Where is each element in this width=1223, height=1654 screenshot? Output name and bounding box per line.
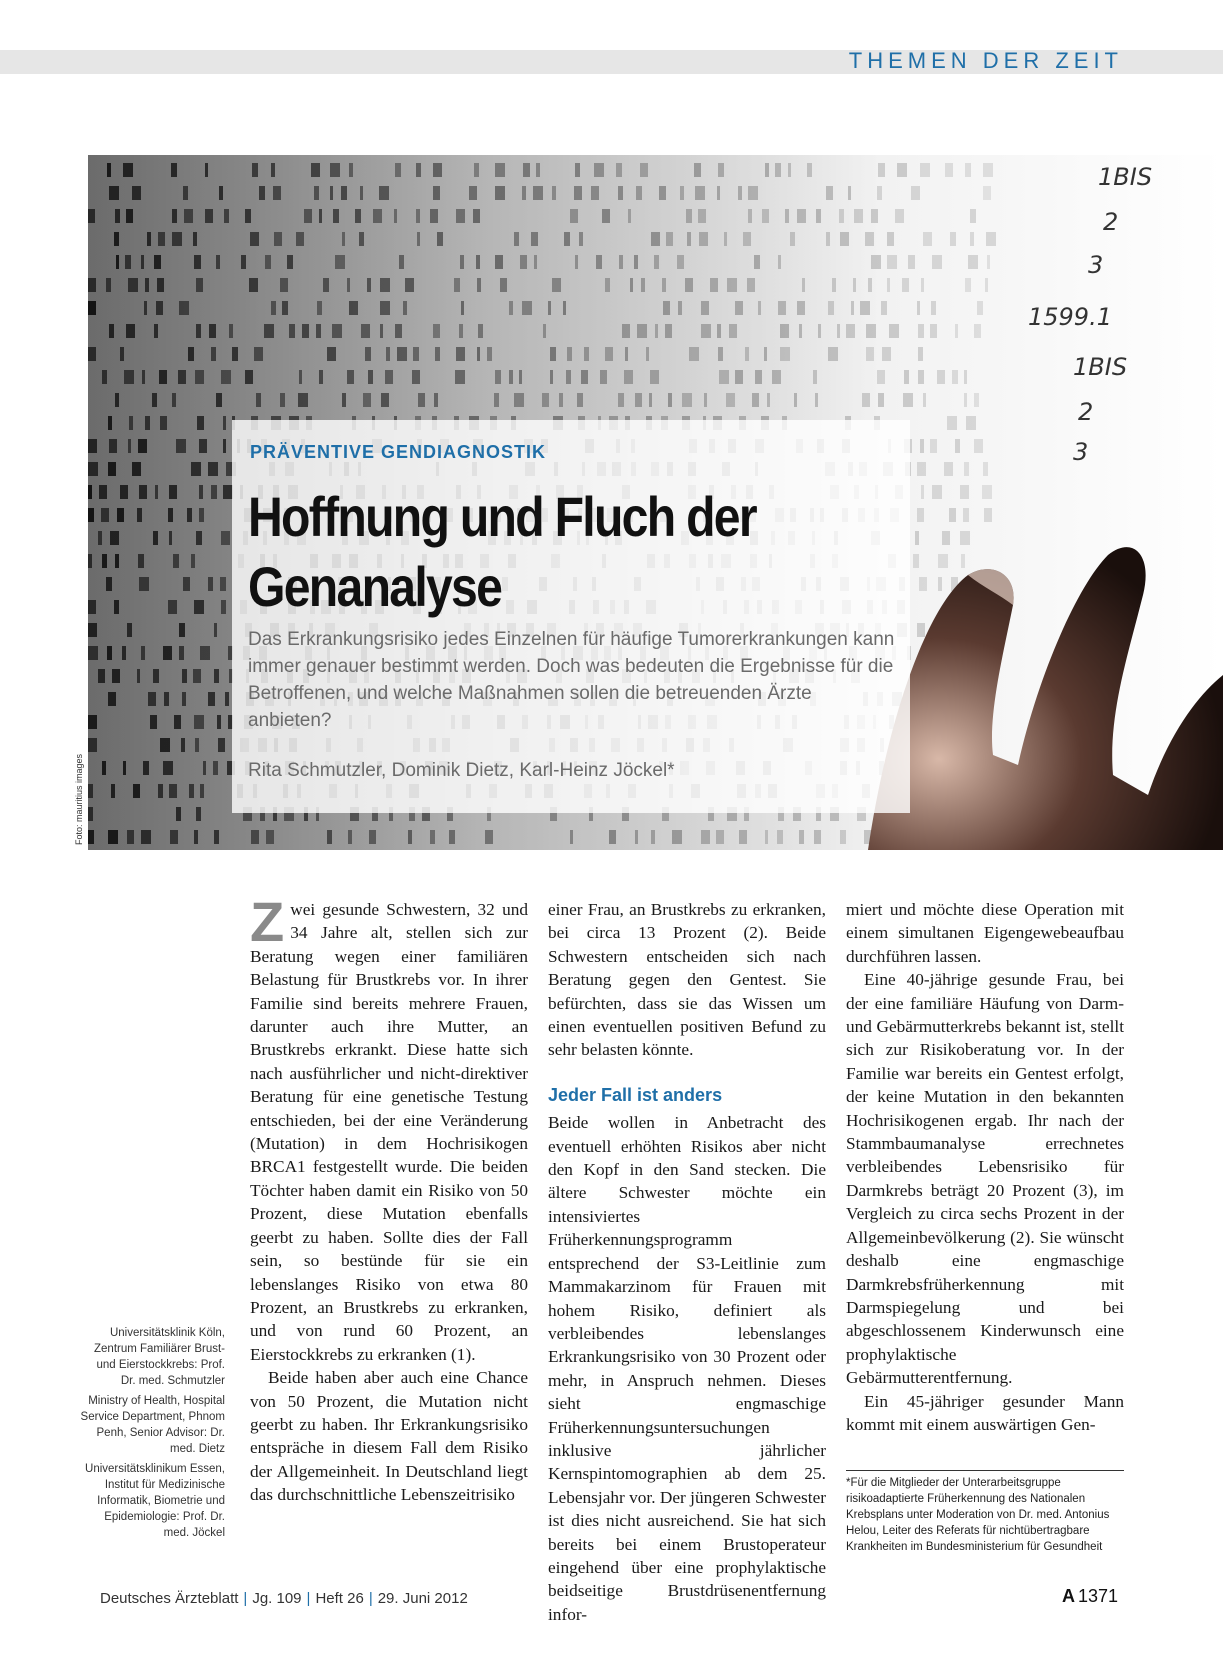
page-number xyxy=(1062,1586,1118,1607)
author-affiliations xyxy=(80,1325,225,1545)
body-column-2 xyxy=(548,898,826,1626)
affiliation-2: Ministry of Health, Hospital Service Department, Phnom Penh, Senior Advisor: Dr. med. Dietz xyxy=(80,1395,225,1455)
issue: Heft 26 xyxy=(315,1590,364,1607)
page-prefix: A xyxy=(1061,1586,1075,1606)
handwritten-label: 1599.1 xyxy=(1028,303,1112,331)
headline xyxy=(248,482,798,622)
title-panel xyxy=(232,420,910,813)
affiliation-3: Universitätsklinikum Essen, Institut für Medizinische Informatik, Biometrie und Epidemiologie: Prof. Dr. med. Jöckel xyxy=(85,1463,225,1539)
photo-credit: Foto: mauritius images xyxy=(74,753,84,845)
handwritten-label: 3 xyxy=(1088,251,1104,279)
section-title: THEMEN DER ZEIT xyxy=(848,48,1123,73)
headline-line-1: Hoffnung und Fluch der xyxy=(248,485,756,548)
volume: Jg. 109 xyxy=(252,1590,302,1607)
paragraph-4: Beide wollen in Anbetracht des eventuell erhöhten Risikos aber nicht den Kopf in den Sand stecken. Die ältere Schwester möchte ein intensiviertes Früherkennungsprogramm entsprechend der S3-Leitlinie zum Mammakarzinom für Frauen mit hohem Risiko, definiert als verbleibendes lebenslanges Erkrankungsrisiko von 30 Prozent oder mehr, in Anspruch nehmen. Dieses sieht engmaschige Früherkennungsuntersuchungen inklusive jährlicher Kernspintomographien ab dem 25. Lebensjahr vor. Der jüngeren Schwester ist dies nicht ausreichend. Sie hat sich bereits bei einem Brustoperateur eingehend über eine prophylaktische beidseitige Brustdrüsenentfernung infor- xyxy=(548,1113,826,1624)
paragraph-5: miert und möchte diese Operation mit einem simultanen Eigengewebeaufbau durchführen lassen. xyxy=(846,900,1124,966)
body-column-3 xyxy=(846,898,1124,1436)
paragraph-7: Ein 45-jähriger gesunder Mann kommt mit einem auswärtigen Gen- xyxy=(846,1391,1124,1434)
handwritten-label: 2 xyxy=(1078,398,1094,426)
handwritten-label: 3 xyxy=(1073,438,1089,466)
paragraph-1-text: wei gesunde Schwestern, 32 und 34 Jahre alt, stellen sich zur Beratung wegen einer familiären Belastung für Brustkrebs vor. In ihrer Familie sind bereits mehrere Frauen, darunter auch ihre Mutter, an Brustkrebs erkrankt. Diese hatte sich nach ausführlicher und nicht-direktiver Beratung für eine genetische Testung entschieden, bei der eine Veränderung (Mutation) in dem Hochrisikogen BRCA1 festgestellt wurde. Die beiden Töchter haben damit ein Risiko von 50 Prozent, diese Mutation ebenfalls geerbt zu haben. Sollte dies der Fall sein, so bestünde für sie ein lebenslanges Risiko von etwa 80 Prozent, an Brustkrebs zu erkranken, und von rund 60 Prozent, an Eierstockkrebs zu erkranken (1). xyxy=(250,900,528,1364)
affiliation-1: Universitätsklinik Köln, Zentrum Familiärer Brust- und Eierstockkrebs: Prof. Dr. med. Schmutzler xyxy=(94,1327,225,1387)
paragraph-3: einer Frau, an Brustkrebs zu erkranken, bei circa 13 Prozent (2). Beide Schwestern entscheiden sich nach Beratung gegen den Gentest. Sie befürchten, dass sie das Wissen um einen eventuellen positiven Befund zu sehr belasten könnte. xyxy=(548,900,826,1060)
page-footer xyxy=(100,1590,468,1607)
paragraph-2: Beide haben aber auch eine Chance von 50 Prozent, die Mutation nicht geerbt zu haben. Ihr Erkrankungsrisiko entspräche in diesem Fall dem Risiko der Allgemeinheit. In Deutschland liegt das durchschnittliche Lebenszeitrisiko xyxy=(250,1368,528,1505)
author-line: Rita Schmutzler, Dominik Dietz, Karl-Heinz Jöckel* xyxy=(248,760,675,781)
drop-cap: Z xyxy=(250,890,285,953)
handwritten-label: 1BIS xyxy=(1098,163,1153,191)
issue-date: 29. Juni 2012 xyxy=(377,1590,468,1607)
footer-separator: | xyxy=(243,1590,248,1607)
handwritten-label: 1BIS xyxy=(1073,353,1128,381)
body-column-1 xyxy=(250,890,528,1507)
footer-separator: | xyxy=(368,1590,373,1607)
headline-line-2: Genanalyse xyxy=(248,555,502,618)
paragraph-1 xyxy=(250,890,528,1366)
subheading: Jeder Fall ist anders xyxy=(548,1084,723,1105)
journal-name: Deutsches Ärzteblatt xyxy=(100,1590,239,1607)
lead-paragraph: Das Erkrankungsrisiko jedes Einzelnen für häufige Tumorerkrankungen kann immer genauer bestimmt werden. Doch was bedeuten die Ergebnisse für die Betroffenen, und welche Maßnahmen sollen die betreuenden Ärzte anbieten? xyxy=(248,629,895,731)
page-number-value: 1371 xyxy=(1077,1586,1118,1606)
handwritten-label: 2 xyxy=(1103,208,1119,236)
footnote: *Für die Mitglieder der Unterarbeitsgruppe risikoadaptierte Früherkennung des Nationalen Krebsplans unter Moderation von Dr. med. Antonius Helou, Leiter des Referats für nichtübertragbare Krankheiten im Bundesministerium für Gesundheit xyxy=(846,1470,1124,1555)
footer-separator: | xyxy=(306,1590,311,1607)
kicker: PRÄVENTIVE GENDIAGNOSTIK xyxy=(250,442,547,462)
paragraph-6: Eine 40-jährige gesunde Frau, bei der eine familiäre Häufung von Darm- und Gebärmutterkrebs bekannt ist, stellt sich zur Risikoberatung vor. In der Familie war bereits ein Gentest erfolgt, der keine Mutation in den bekannten Hochrisikogenen ergab. Ihr nach der Stammbaumanalyse errechnetes verbleibendes Lebensrisiko für Darmkrebs beträgt 20 Prozent (3), im Vergleich zu circa sechs Prozent in der Allgemeinbevölkerung (2). Sie wünscht deshalb eine engmaschige Darmkrebsfrüherkennung mit Darmspiegelung und bei abgeschlossenem Kinderwunsch eine prophylaktische Gebärmutterentfernung. xyxy=(846,970,1124,1388)
